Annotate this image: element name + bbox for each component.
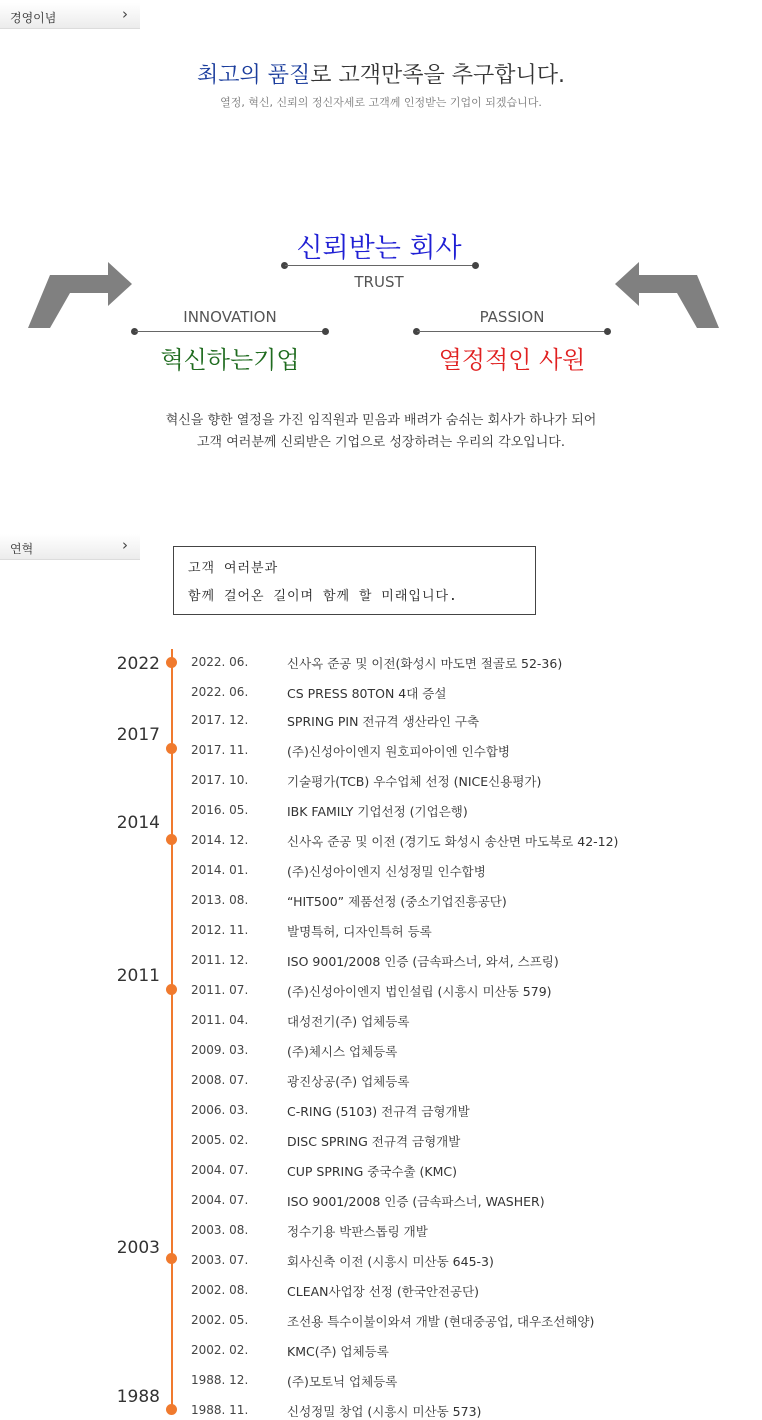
philosophy-description: [0, 410, 762, 454]
timeline-text: (주)신성아이엔지 원호피아이엔 인수합병: [287, 744, 510, 759]
timeline-year: 2011: [116, 966, 160, 986]
value-trust-en: TRUST: [354, 273, 404, 291]
chevron-right-icon: ›: [122, 536, 128, 554]
timeline-year: 2003: [116, 1238, 160, 1258]
value-passion-en: PASSION: [479, 308, 545, 326]
timeline-text: 신성정밀 창업 (시흥시 미산동 573): [287, 1404, 482, 1419]
timeline-date: 1988. 12.: [191, 1373, 249, 1387]
divider-line: [285, 265, 475, 266]
timeline-date: 2004. 07.: [191, 1193, 249, 1207]
timeline-text: 신사옥 준공 및 이전(화성시 마도면 절골로 52-36): [287, 656, 563, 671]
timeline-text: IBK FAMILY 기업선정 (기업은행): [287, 804, 468, 819]
description-line: 고객 여러분께 신뢰받은 기업으로 성장하려는 우리의 각오입니다.: [197, 435, 565, 450]
divider-line: [417, 331, 607, 332]
timeline-date: 2009. 03.: [191, 1043, 249, 1057]
timeline-date: 2002. 02.: [191, 1343, 249, 1357]
timeline-date: 2017. 12.: [191, 713, 249, 727]
timeline-date: 2008. 07.: [191, 1073, 249, 1087]
timeline-date: 2017. 11.: [191, 743, 249, 757]
timeline-text: 기술평가(TCB) 우수업체 선정 (NICE신용평가): [287, 774, 542, 789]
chevron-right-icon: ›: [122, 5, 128, 23]
timeline-date: 2012. 11.: [191, 923, 249, 937]
timeline-text: (주)신성아이엔지 신성정밀 인수합병: [287, 864, 486, 879]
timeline-year-dot: [166, 984, 177, 995]
timeline-year-dot: [166, 657, 177, 668]
motto-line: 함께 걸어온 길이며 함께 할 미래입니다.: [188, 589, 458, 604]
timeline-date: 2013. 08.: [191, 893, 249, 907]
page-subtitle: 열정, 혁신, 신뢰의 정신자세로 고객께 인정받는 기업이 되겠습니다.: [220, 96, 542, 109]
timeline-text: 조선용 특수이불이와셔 개발 (현대중공업, 대우조선해양): [287, 1314, 595, 1329]
timeline-year-dot: [166, 834, 177, 845]
timeline-text: (주)신성아이엔지 법인설립 (시흥시 미산동 579): [287, 984, 552, 999]
title-highlight: 최고의 품질: [196, 63, 311, 88]
line-dot: [322, 328, 329, 335]
section-tab-history[interactable]: [0, 534, 140, 560]
value-innovation-en: INNOVATION: [183, 308, 277, 326]
timeline-date: 2014. 01.: [191, 863, 249, 877]
timeline-text: 회사신축 이전 (시흥시 미산동 645-3): [287, 1254, 494, 1269]
history-motto-box: [173, 546, 536, 615]
timeline-year-dot: [166, 1404, 177, 1415]
timeline-year: 2017: [116, 725, 160, 745]
section-tab-label: 연혁: [10, 542, 34, 556]
timeline-text: CLEAN사업장 선정 (한국안전공단): [287, 1284, 480, 1299]
timeline-text: SPRING PIN 전규격 생산라인 구축: [287, 714, 480, 729]
timeline-date: 2011. 12.: [191, 953, 249, 967]
timeline-date: 2006. 03.: [191, 1103, 249, 1117]
timeline-date: 1988. 11.: [191, 1403, 249, 1417]
timeline-date: 2002. 08.: [191, 1283, 249, 1297]
arrow-right-icon: [613, 262, 719, 328]
timeline-date: 2003. 07.: [191, 1253, 249, 1267]
title-rest: 로 고객만족을 추구합니다.: [310, 63, 566, 88]
timeline-date: 2003. 08.: [191, 1223, 249, 1237]
timeline-line: [171, 649, 173, 1414]
timeline-text: ISO 9001/2008 인증 (금속파스너, 와셔, 스프링): [287, 954, 559, 969]
timeline-text: (주)체시스 업체등록: [287, 1044, 398, 1059]
timeline-text: “HIT500” 제품선정 (중소기업진흥공단): [287, 894, 507, 909]
page-title: [0, 58, 762, 89]
timeline-date: 2011. 07.: [191, 983, 249, 997]
timeline-text: C-RING (5103) 전규격 금형개발: [287, 1104, 470, 1119]
timeline-text: 정수기용 박판스톱링 개발: [287, 1224, 428, 1239]
timeline-date: 2017. 10.: [191, 773, 249, 787]
line-dot: [472, 262, 479, 269]
timeline-text: CUP SPRING 중국수출 (KMC): [287, 1164, 457, 1179]
timeline-text: DISC SPRING 전규격 금형개발: [287, 1134, 461, 1149]
timeline-text: 신사옥 준공 및 이전 (경기도 화성시 송산면 마도북로 42-12): [287, 834, 619, 849]
value-passion-kr: 열정적인 사원: [438, 346, 586, 374]
timeline-date: 2004. 07.: [191, 1163, 249, 1177]
timeline-date: 2002. 05.: [191, 1313, 249, 1327]
timeline-date: 2022. 06.: [191, 685, 249, 699]
section-tab-label: 경영이념: [10, 11, 57, 25]
motto-line: 고객 여러분과: [188, 561, 279, 576]
value-trust-kr: 신뢰받는 회사: [296, 233, 462, 264]
timeline-year-dot: [166, 743, 177, 754]
line-dot: [604, 328, 611, 335]
timeline-text: (주)모토닉 업체등록: [287, 1374, 398, 1389]
arrow-left-icon: [28, 262, 134, 328]
timeline-date: 2005. 02.: [191, 1133, 249, 1147]
description-line: 혁신을 향한 열정을 가진 임직원과 믿음과 배려가 숨쉬는 회사가 하나가 되어: [165, 413, 597, 428]
timeline-text: CS PRESS 80TON 4대 증설: [287, 686, 447, 701]
timeline-text: ISO 9001/2008 인증 (금속파스너, WASHER): [287, 1194, 545, 1209]
divider-line: [135, 331, 325, 332]
timeline-year: 1988: [116, 1387, 160, 1407]
timeline-year-dot: [166, 1253, 177, 1264]
timeline-text: 발명특허, 디자인특허 등록: [287, 924, 432, 939]
timeline-year: 2014: [116, 813, 160, 833]
timeline-date: 2014. 12.: [191, 833, 249, 847]
timeline-text: KMC(주) 업체등록: [287, 1344, 389, 1359]
timeline-text: 광진상공(주) 업체등록: [287, 1074, 410, 1089]
section-tab-philosophy[interactable]: [0, 3, 140, 29]
value-innovation-kr: 혁신하는기업: [160, 346, 300, 374]
timeline-text: 대성전기(주) 업체등록: [287, 1014, 410, 1029]
timeline-date: 2022. 06.: [191, 655, 249, 669]
timeline-date: 2011. 04.: [191, 1013, 249, 1027]
timeline-date: 2016. 05.: [191, 803, 249, 817]
timeline-year: 2022: [116, 654, 160, 674]
